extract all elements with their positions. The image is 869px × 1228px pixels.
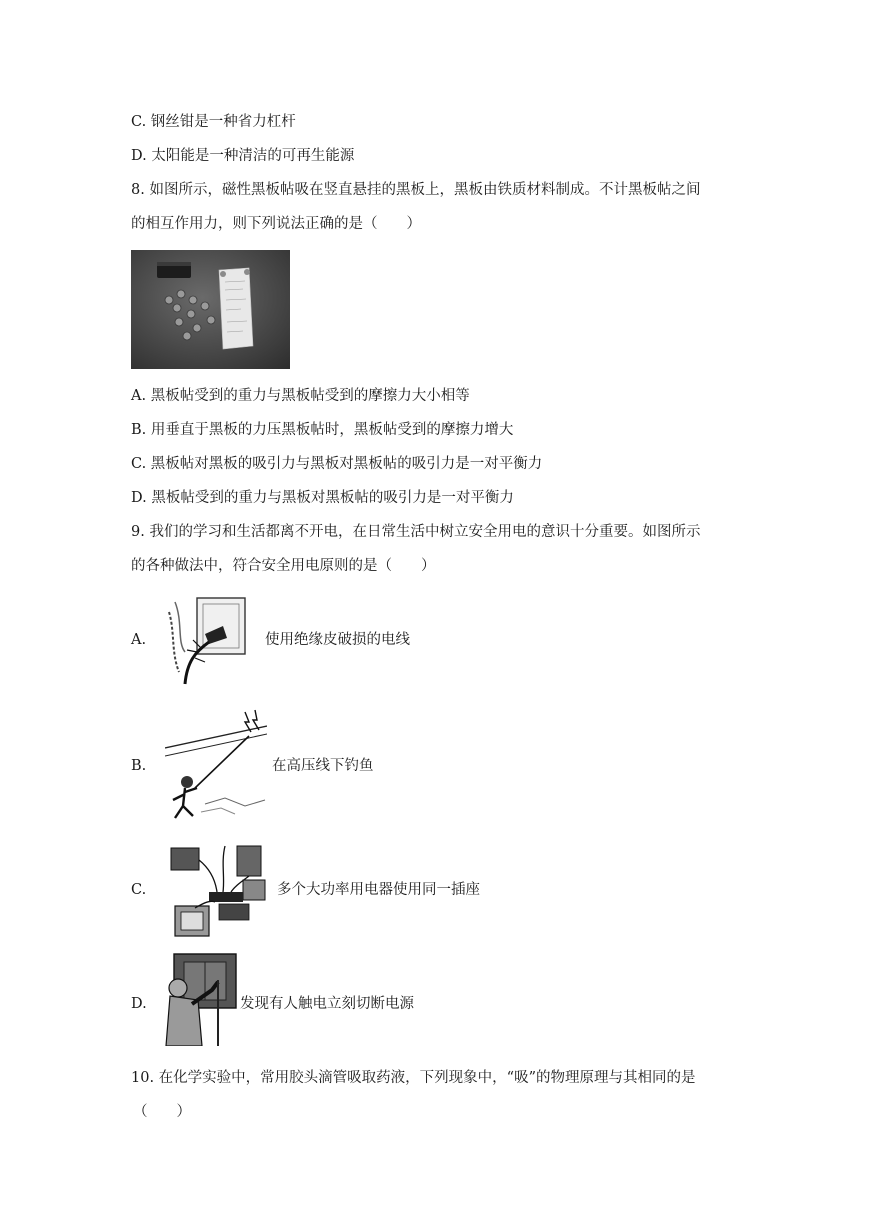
q9-option-a-text: 使用绝缘皮破损的电线 xyxy=(265,632,410,648)
magnetic-blackboard-image xyxy=(131,250,290,369)
q9-option-c-text: 多个大功率用电器使用同一插座 xyxy=(277,882,480,898)
q9-option-b-text: 在高压线下钓鱼 xyxy=(272,758,374,774)
q7-option-d: D. 太阳能是一种清洁的可再生能源 xyxy=(131,148,355,164)
q9-option-c-letter: C. xyxy=(131,882,147,898)
cut-off-power-image xyxy=(162,950,240,1046)
q9-option-d-text: 发现有人触电立刻切断电源 xyxy=(240,996,414,1012)
q7-option-c: C. 钢丝钳是一种省力杠杆 xyxy=(131,114,296,130)
q10-stem-line1: 10. 在化学实验中，常用胶头滴管吸取药液，下列现象中，“吸”的物理原理与其相同的是 xyxy=(131,1070,696,1086)
damaged-wire-image xyxy=(165,592,251,688)
q9-stem-line2: 的各种做法中，符合安全用电原则的是（ ） xyxy=(131,558,436,574)
q10-stem-line2: （ ） xyxy=(133,1104,191,1120)
q8-option-a: A. 黑板帖受到的重力与黑板帖受到的摩擦力大小相等 xyxy=(131,388,470,404)
q8-option-b: B. 用垂直于黑板的力压黑板帖时，黑板帖受到的摩擦力增大 xyxy=(131,422,514,438)
q9-option-d-letter: D. xyxy=(131,996,147,1012)
q9-stem-line1: 9. 我们的学习和生活都离不开电，在日常生活中树立安全用电的意识十分重要。如图所示 xyxy=(131,524,701,540)
q8-stem-line2: 的相互作用力，则下列说法正确的是（ ） xyxy=(131,216,421,232)
q8-option-c: C. 黑板帖对黑板的吸引力与黑板对黑板帖的吸引力是一对平衡力 xyxy=(131,456,543,472)
q9-option-b-letter: B. xyxy=(131,758,147,774)
q8-option-d: D. 黑板帖受到的重力与黑板对黑板帖的吸引力是一对平衡力 xyxy=(131,490,514,506)
q8-stem-line1: 8. 如图所示，磁性黑板帖吸在竖直悬挂的黑板上，黑板由铁质材料制成。不计黑板帖之间 xyxy=(131,182,701,198)
overloaded-socket-image xyxy=(165,838,271,942)
q9-option-a-letter: A. xyxy=(131,632,147,648)
fishing-under-power-line-image xyxy=(165,708,267,820)
